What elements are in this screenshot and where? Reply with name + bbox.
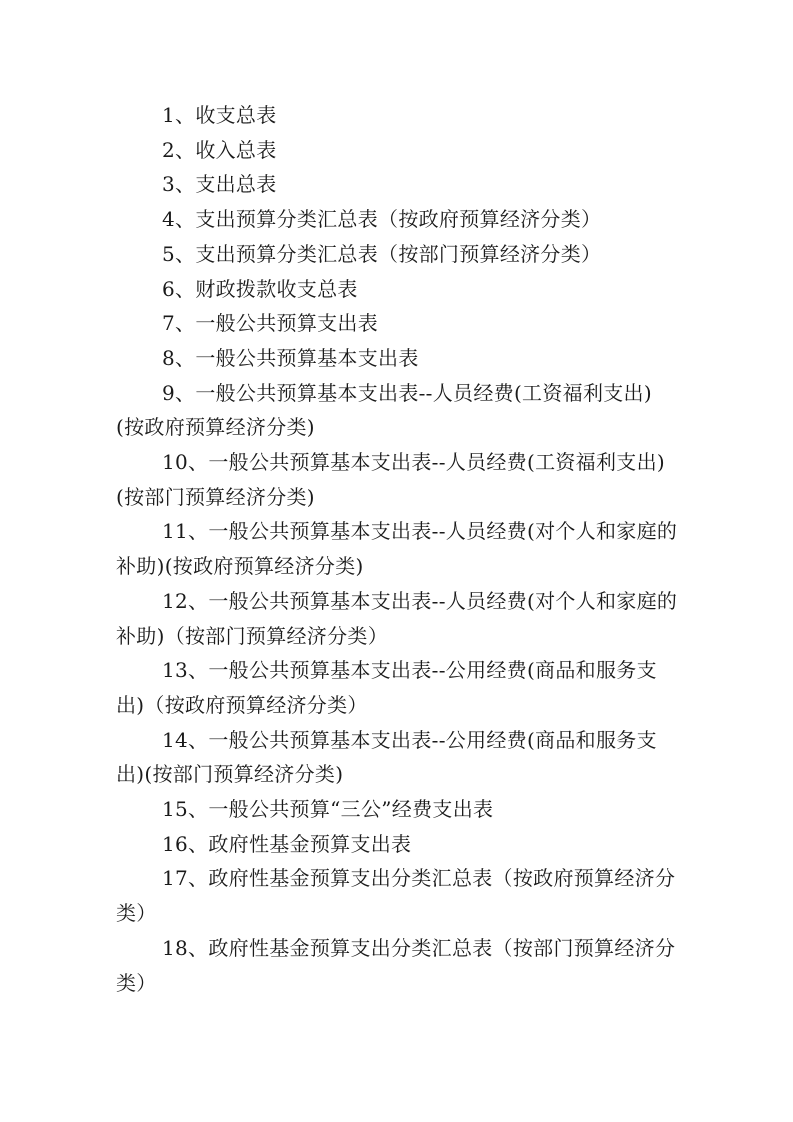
toc-entry: 9、一般公共预算基本支出表--人员经费(工资福利支出)(按政府预算经济分类) [116, 380, 652, 440]
toc-entry: 2、收入总表 [162, 137, 277, 162]
toc-entry: 15、一般公共预算“三公”经费支出表 [162, 797, 494, 822]
toc-entry: 11、一般公共预算基本支出表--人员经费(对个人和家庭的补助)(按政府预算经济分类) [116, 519, 678, 579]
table-of-contents [116, 98, 678, 1000]
toc-entry: 1、收支总表 [162, 103, 277, 127]
toc-entry: 3、支出总表 [162, 172, 277, 197]
toc-entry: 18、政府性基金预算支出分类汇总表（按部门预算经济分类） [116, 935, 676, 995]
toc-entry: 8、一般公共预算基本支出表 [162, 345, 419, 370]
toc-entry: 10、一般公共预算基本支出表--人员经费(工资福利支出)(按部门预算经济分类) [116, 450, 665, 509]
toc-entry: 16、政府性基金预算支出表 [162, 831, 412, 856]
toc-entry: 4、支出预算分类汇总表（按政府预算经济分类） [162, 207, 602, 232]
toc-entry: 7、一般公共预算支出表 [162, 311, 379, 336]
toc-entry: 17、政府性基金预算支出分类汇总表（按政府预算经济分类） [116, 866, 676, 926]
toc-entry: 13、一般公共预算基本支出表--公用经费(商品和服务支出)（按政府预算经济分类） [116, 658, 657, 717]
toc-entry: 5、支出预算分类汇总表（按部门预算经济分类） [162, 241, 602, 266]
toc-entry: 14、一般公共预算基本支出表--公用经费(商品和服务支出)(按部门预算经济分类) [116, 727, 657, 787]
toc-entry: 6、财政拨款收支总表 [162, 276, 358, 301]
toc-entry: 12、一般公共预算基本支出表--人员经费(对个人和家庭的补助)（按部门预算经济分类） [116, 588, 678, 648]
